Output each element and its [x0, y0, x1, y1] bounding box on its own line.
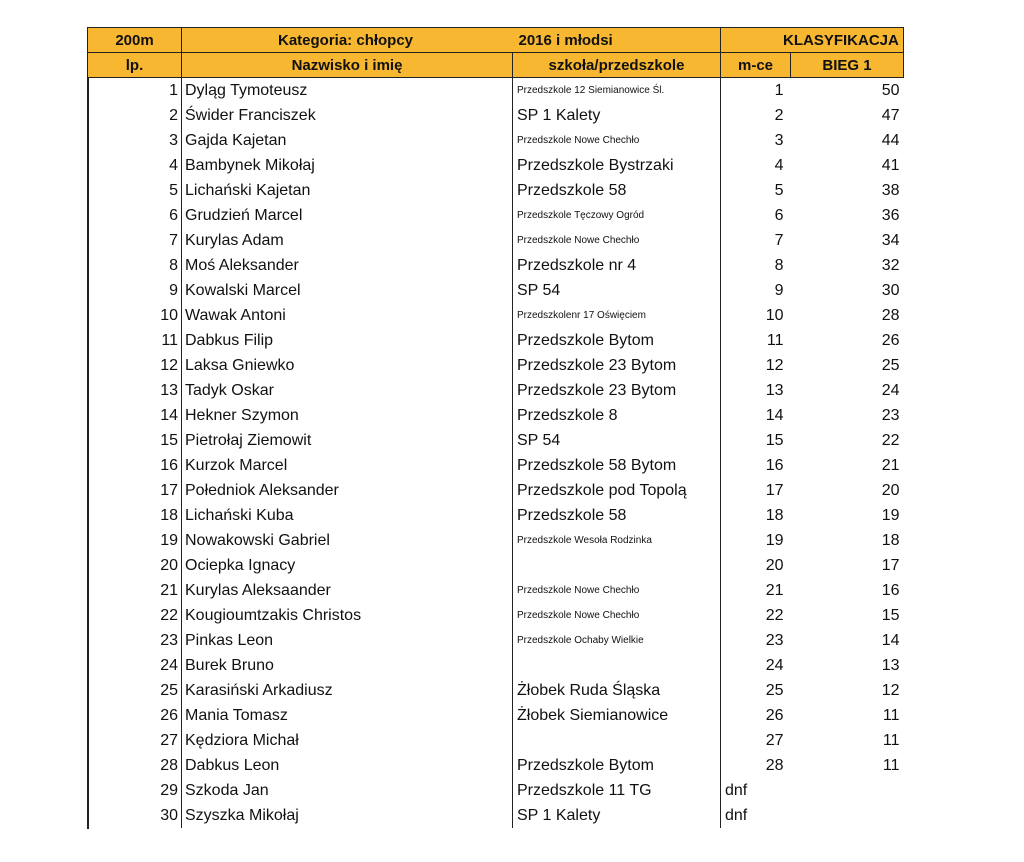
row-number: 23: [88, 628, 182, 653]
row-number: 3: [88, 128, 182, 153]
school-name: Przedszkole 8: [513, 403, 721, 428]
row-number: 17: [88, 478, 182, 503]
run-points: 19: [881, 506, 900, 524]
school-name: SP 54: [513, 278, 721, 303]
school-name: [513, 653, 721, 678]
place-value: 21: [765, 581, 784, 599]
column-header-lp: lp.: [88, 53, 182, 78]
row-number: 16: [88, 453, 182, 478]
school-name: Przedszkole Bytom: [513, 328, 721, 353]
athlete-name: Grudzień Marcel: [182, 203, 513, 228]
run-points: 20: [881, 481, 900, 499]
run-points: 21: [881, 456, 900, 474]
place-value: 23: [765, 631, 784, 649]
run-points: 15: [881, 606, 900, 624]
column-header-name: Nazwisko i imię: [182, 53, 513, 78]
athlete-name: Hekner Szymon: [182, 403, 513, 428]
row-number: 11: [88, 328, 182, 353]
place-value: 18: [765, 506, 784, 524]
school-name: SP 54: [513, 428, 721, 453]
place-value: 13: [765, 381, 784, 399]
table-row: [88, 528, 904, 553]
table-row: [88, 403, 904, 428]
place-value: 3: [774, 131, 784, 149]
athlete-name: Kurylas Aleksaander: [182, 578, 513, 603]
row-number: 19: [88, 528, 182, 553]
table-row: [88, 103, 904, 128]
place-value: 28: [765, 756, 784, 774]
category-label: Kategoria: chłopcy: [182, 28, 513, 53]
run-points: 11: [882, 756, 900, 774]
run-points: 38: [881, 181, 900, 199]
school-name: Przedszkole Tęczowy Ogród: [513, 203, 721, 228]
place-value: 24: [765, 656, 784, 674]
row-number: 18: [88, 503, 182, 528]
table-row: [88, 353, 904, 378]
place-value: 12: [765, 356, 784, 374]
place-value: 1: [774, 81, 784, 99]
place-value: 10: [765, 306, 784, 324]
run-points: 11: [882, 731, 900, 749]
place-value: 7: [774, 231, 784, 249]
school-name: Żłobek Ruda Śląska: [513, 678, 721, 703]
school-name: Przedszkole Ochaby Wielkie: [513, 628, 721, 653]
school-name: [513, 553, 721, 578]
table-row: [88, 328, 904, 353]
place-value: 6: [774, 206, 784, 224]
school-name: Przedszkole 12 Siemianowice Śl.: [513, 78, 721, 104]
athlete-name: Wawak Antoni: [182, 303, 513, 328]
run-points: 44: [881, 131, 900, 149]
table-row: [88, 653, 904, 678]
table-left-border: [87, 77, 89, 829]
results-sheet: [87, 27, 903, 828]
results-body: [88, 78, 904, 829]
run-points: 18: [881, 531, 900, 549]
table-row: [88, 253, 904, 278]
table-row: [88, 278, 904, 303]
place-value: 27: [765, 731, 784, 749]
table-row: [88, 678, 904, 703]
athlete-name: Mania Tomasz: [182, 703, 513, 728]
run-points: 23: [881, 406, 900, 424]
place-value: 2: [774, 106, 784, 124]
row-number: 2: [88, 103, 182, 128]
athlete-name: Dyląg Tymoteusz: [182, 78, 513, 104]
table-row: [88, 703, 904, 728]
table-row: [88, 303, 904, 328]
row-number: 7: [88, 228, 182, 253]
school-name: Przedszkolenr 17 Oświęciem: [513, 303, 721, 328]
school-name: Przedszkole 58: [513, 503, 721, 528]
run-points: 13: [881, 656, 900, 674]
place-value: 16: [765, 456, 784, 474]
run-points: 22: [881, 431, 900, 449]
row-number: 9: [88, 278, 182, 303]
row-number: 14: [88, 403, 182, 428]
run-points: 50: [881, 81, 900, 99]
row-number: 30: [88, 803, 182, 828]
run-points: 32: [881, 256, 900, 274]
athlete-name: Lichański Kajetan: [182, 178, 513, 203]
place-value: dnf: [725, 806, 748, 824]
table-row: [88, 203, 904, 228]
place-value: 9: [774, 281, 784, 299]
year-label: 2016 i młodsi: [513, 28, 721, 53]
athlete-name: Bambynek Mikołaj: [182, 153, 513, 178]
place-value: 25: [765, 681, 784, 699]
row-number: 20: [88, 553, 182, 578]
row-number: 27: [88, 728, 182, 753]
place-value: 20: [765, 556, 784, 574]
school-name: SP 1 Kalety: [513, 803, 721, 828]
school-name: SP 1 Kalety: [513, 103, 721, 128]
table-row: [88, 378, 904, 403]
school-name: Przedszkole nr 4: [513, 253, 721, 278]
run-points: 41: [881, 156, 900, 174]
row-number: 8: [88, 253, 182, 278]
athlete-name: Dabkus Leon: [182, 753, 513, 778]
table-row: [88, 778, 904, 803]
run-points: [791, 778, 904, 803]
distance-label: 200m: [88, 28, 182, 53]
school-name: [513, 728, 721, 753]
row-number: 1: [88, 78, 182, 104]
table-row: [88, 128, 904, 153]
table-row: [88, 178, 904, 203]
row-number: 26: [88, 703, 182, 728]
table-row: [88, 728, 904, 753]
table-row: [88, 603, 904, 628]
athlete-name: Pietrołaj Ziemowit: [182, 428, 513, 453]
column-header-school: szkoła/przedszkole: [513, 53, 721, 78]
run-points: 36: [881, 206, 900, 224]
athlete-name: Tadyk Oskar: [182, 378, 513, 403]
athlete-name: Lichański Kuba: [182, 503, 513, 528]
table-row: [88, 453, 904, 478]
school-name: Przedszkole Nowe Chechło: [513, 603, 721, 628]
table-row: [88, 753, 904, 778]
row-number: 25: [88, 678, 182, 703]
row-number: 15: [88, 428, 182, 453]
athlete-name: Karasiński Arkadiusz: [182, 678, 513, 703]
results-table: [87, 27, 904, 828]
school-name: Przedszkole Nowe Chechło: [513, 128, 721, 153]
school-name: Przedszkole 58: [513, 178, 721, 203]
athlete-name: Laksa Gniewko: [182, 353, 513, 378]
header-row-title: [88, 28, 904, 53]
row-number: 28: [88, 753, 182, 778]
school-name: Przedszkole Bytom: [513, 753, 721, 778]
athlete-name: Dabkus Filip: [182, 328, 513, 353]
place-value: 8: [774, 256, 784, 274]
column-header-place: m-ce: [721, 53, 791, 78]
table-row: [88, 78, 904, 104]
row-number: 10: [88, 303, 182, 328]
place-value: 4: [774, 156, 784, 174]
table-row: [88, 478, 904, 503]
row-number: 5: [88, 178, 182, 203]
school-name: Przedszkole 23 Bytom: [513, 378, 721, 403]
row-number: 24: [88, 653, 182, 678]
place-value: 15: [765, 431, 784, 449]
school-name: Przedszkole 58 Bytom: [513, 453, 721, 478]
place-value: dnf: [725, 781, 748, 799]
table-row: [88, 503, 904, 528]
athlete-name: Kędziora Michał: [182, 728, 513, 753]
table-row: [88, 628, 904, 653]
place-value: 14: [765, 406, 784, 424]
classification-label: KLASYFIKACJA: [721, 28, 904, 53]
place-value: 11: [766, 331, 784, 349]
run-points: 34: [881, 231, 900, 249]
run-points: 14: [881, 631, 900, 649]
school-name: Przedszkole Nowe Chechło: [513, 578, 721, 603]
row-number: 4: [88, 153, 182, 178]
place-value: 19: [765, 531, 784, 549]
school-name: Przedszkole 11 TG: [513, 778, 721, 803]
athlete-name: Burek Bruno: [182, 653, 513, 678]
run-points: 24: [881, 381, 900, 399]
school-name: Przedszkole 23 Bytom: [513, 353, 721, 378]
place-value: 22: [765, 606, 784, 624]
athlete-name: Kurylas Adam: [182, 228, 513, 253]
school-name: Przedszkole Nowe Chechło: [513, 228, 721, 253]
row-number: 21: [88, 578, 182, 603]
athlete-name: Pinkas Leon: [182, 628, 513, 653]
run-points: 30: [881, 281, 900, 299]
run-points: [791, 803, 904, 828]
school-name: Przedszkole Bystrzaki: [513, 153, 721, 178]
place-value: 17: [765, 481, 784, 499]
place-value: 26: [765, 706, 784, 724]
row-number: 6: [88, 203, 182, 228]
row-number: 12: [88, 353, 182, 378]
athlete-name: Kougioumtzakis Christos: [182, 603, 513, 628]
school-name: Żłobek Siemianowice: [513, 703, 721, 728]
athlete-name: Moś Aleksander: [182, 253, 513, 278]
run-points: 16: [881, 581, 900, 599]
athlete-name: Połedniok Aleksander: [182, 478, 513, 503]
athlete-name: Nowakowski Gabriel: [182, 528, 513, 553]
athlete-name: Kowalski Marcel: [182, 278, 513, 303]
row-number: 22: [88, 603, 182, 628]
run-points: 17: [881, 556, 900, 574]
table-row: [88, 553, 904, 578]
table-row: [88, 803, 904, 828]
athlete-name: Gajda Kajetan: [182, 128, 513, 153]
run-points: 28: [881, 306, 900, 324]
run-points: 26: [881, 331, 900, 349]
run-points: 25: [881, 356, 900, 374]
run-points: 12: [881, 681, 900, 699]
athlete-name: Szyszka Mikołaj: [182, 803, 513, 828]
run-points: 47: [881, 106, 900, 124]
school-name: Przedszkole pod Topolą: [513, 478, 721, 503]
row-number: 13: [88, 378, 182, 403]
row-number: 29: [88, 778, 182, 803]
table-row: [88, 228, 904, 253]
table-row: [88, 428, 904, 453]
athlete-name: Świder Franciszek: [182, 103, 513, 128]
run-points: 11: [882, 706, 900, 724]
athlete-name: Ociepka Ignacy: [182, 553, 513, 578]
athlete-name: Szkoda Jan: [182, 778, 513, 803]
table-row: [88, 153, 904, 178]
athlete-name: Kurzok Marcel: [182, 453, 513, 478]
header-row-columns: [88, 53, 904, 78]
column-header-run: BIEG 1: [791, 53, 904, 78]
place-value: 5: [774, 181, 784, 199]
school-name: Przedszkole Wesoła Rodzinka: [513, 528, 721, 553]
table-row: [88, 578, 904, 603]
